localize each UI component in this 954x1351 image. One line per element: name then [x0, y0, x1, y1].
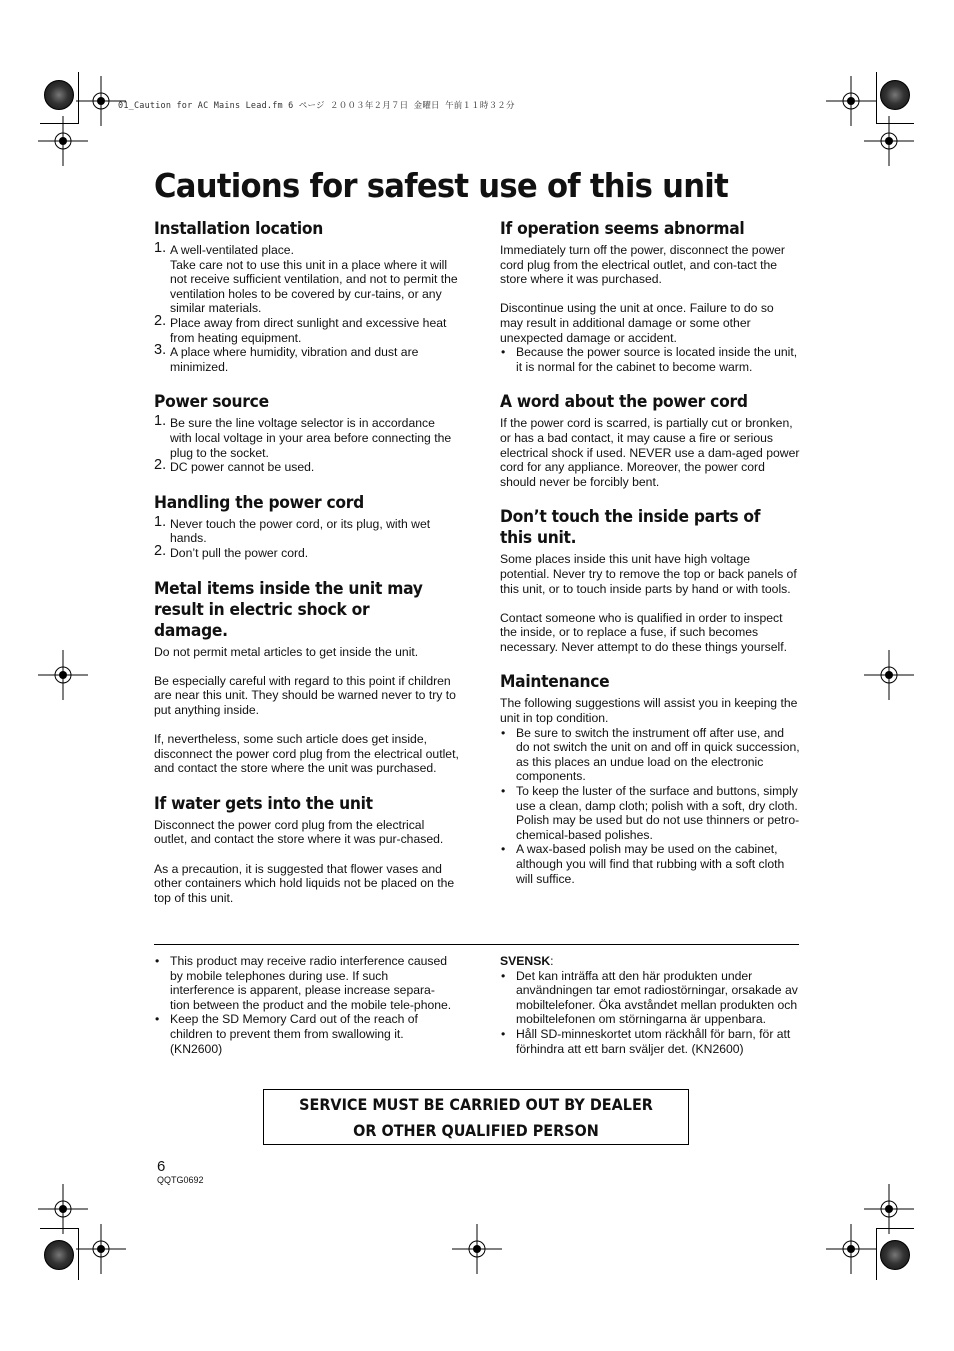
crop-mark — [876, 1228, 877, 1280]
left-column — [154, 218, 459, 922]
section-power-source — [154, 391, 459, 474]
item-number: 2. — [154, 542, 167, 559]
horizontal-divider — [154, 944, 799, 945]
crosshair-mark-icon — [38, 650, 88, 700]
paragraph: If the power cord is scarred, is partially cut or bronken, or has a bad contact, it may cause a fire or serious electrical shock if used. NEVER use a dam-aged power cord for any appliance. Moreover, the power cord should never be forcibly bent. — [500, 416, 800, 489]
crosshair-mark-icon — [864, 116, 914, 166]
item-number: 2. — [154, 312, 167, 329]
section-heading: Handling the power cord — [154, 492, 364, 512]
bullet-list — [500, 345, 800, 374]
section-heading: A word about the power cord — [500, 392, 748, 412]
bullet-item: • Håll SD-minneskortet utom räckhåll för barn, för att förhindra att ett barn sväljer det. (KN2600) — [500, 1027, 800, 1056]
svensk-label: SVENSK — [500, 954, 551, 968]
section-installation-location — [154, 218, 459, 374]
crosshair-mark-icon — [826, 1224, 876, 1274]
numbered-list — [154, 413, 459, 475]
page-title: Cautions for safest use of this unit — [154, 166, 729, 205]
registration-ball-icon — [880, 80, 910, 110]
numbered-list — [154, 240, 459, 374]
item-number: 1. — [154, 240, 167, 256]
item-number: 1. — [154, 413, 167, 430]
registration-ball-icon — [44, 1240, 74, 1270]
registration-ball-icon — [880, 1240, 910, 1270]
numbered-list — [154, 513, 459, 561]
paragraph: Do not permit metal articles to get inside the unit. — [154, 644, 419, 659]
section-dont-touch — [500, 506, 800, 654]
bullet-list — [500, 969, 800, 1057]
paragraph: Some places inside this unit have high voltage potential. Never try to remove the top or back panels of this unit, or to touch inside parts by hand or with tools. — [500, 552, 797, 596]
paragraph: Immediately turn off the power, disconnect the power cord plug from the electrical outlet, and con-tact the store where it was purchased. — [500, 243, 785, 287]
paragraph: Contact someone who is qualified in order to inspect the inside, or to replace a fuse, if such becomes necessary. Never attempt to do these things yourself. — [500, 610, 788, 654]
list-item — [154, 312, 459, 345]
paragraph: If, nevertheless, some such article does get inside, disconnect the power cord plug from the electrical outlet, and contact the store where the unit was purchased. — [154, 732, 459, 776]
list-item — [154, 513, 459, 546]
item-text: Be sure the line voltage selector is in accordance with local voltage in your area before connecting the plug to the socket. — [170, 416, 452, 460]
section-heading: Maintenance — [500, 672, 610, 692]
bullet-item: • Keep the SD Memory Card out of the reach of children to prevent them from swallowing it. (KN2600) — [154, 1012, 454, 1056]
section-heading: Don’t touch the inside parts of this unit. — [500, 507, 761, 548]
section-heading: Metal items inside the unit may result in electric shock or damage. — [154, 578, 423, 640]
section-heading: If operation seems abnormal — [500, 219, 745, 238]
crosshair-mark-icon — [38, 116, 88, 166]
bullet-item: • To keep the luster of the surface and buttons, simply use a clean, damp cloth; polish with a soft, dry cloth. Polish may be used but do not use thinners or petro-chemical-based polishes. — [500, 784, 800, 842]
item-text: DC power cannot be used. — [170, 460, 315, 475]
item-number: 1. — [154, 513, 167, 530]
paragraph: Discontinue using the unit at once. Failure to do so may result in additional damage or some other unexpected damage or accident. — [500, 301, 774, 345]
section-heading: Power source — [154, 392, 269, 412]
list-item — [154, 342, 459, 374]
footer-notes-svensk: SVENSK: • Det kan inträffa att den här produkten under användningen tar emot radiostörningar, orsakade av mobiltelefoner. Öka avståndet mellan produkten och mobiltelefonen om störningarna är uppenbara. • Håll SD-minneskortet utom räckhåll för barn, för att förhindra att ett barn sväljer det. (KN2600) — [500, 954, 800, 1056]
bullet-list — [154, 954, 454, 1056]
section-abnormal-operation — [500, 218, 800, 374]
section-maintenance — [500, 671, 800, 886]
bullet-item: • A wax-based polish may be used on the cabinet, although you will find that rubbing with a soft cloth will suffice. — [500, 842, 800, 886]
service-notice-line: SERVICE MUST BE CARRIED OUT BY DEALER — [299, 1095, 653, 1114]
crosshair-mark-icon — [452, 1224, 502, 1274]
section-heading: If water gets into the unit — [154, 793, 373, 813]
item-text: A well-ventilated place. — [170, 243, 294, 257]
list-item — [154, 542, 459, 561]
bullet-item: • Det kan inträffa att den här produkten under användningen tar emot radiostörningar, orsakade av mobiltelefoner. Öka avståndet mellan produkten och mobiltelefonen om störningarna är uppenbara. — [500, 969, 800, 1027]
section-heading: Installation location — [154, 219, 323, 238]
paragraph: The following suggestions will assist you in keeping the unit in top condition. — [500, 696, 798, 726]
bullet-list — [500, 726, 800, 887]
item-number: 3. — [154, 342, 167, 359]
bullet-item: • Because the power source is located inside the unit, it is normal for the cabinet to become warm. — [500, 345, 800, 374]
list-item — [154, 413, 459, 460]
registration-ball-icon — [44, 80, 74, 110]
list-item — [154, 240, 459, 316]
footer-notes-english — [154, 954, 454, 1056]
bullet-item: • Be sure to switch the instrument off after use, and do not switch the unit on and off in quick succession, as this places an undue load on the electronic components. — [500, 726, 800, 784]
crosshair-mark-icon — [864, 650, 914, 700]
section-power-cord-word — [500, 391, 800, 489]
file-meta-line: 01_Caution for AC Mains Lead.fm 6 ページ ２００３年２月７日 金曜日 午前１１時３２分 — [118, 101, 515, 111]
list-item — [154, 457, 459, 475]
page-number: 6 — [157, 1158, 166, 1175]
paragraph: As a precaution, it is suggested that flower vases and other containers which hold liquids not be placed on the top of this unit. — [154, 861, 455, 905]
paragraph: Disconnect the power cord plug from the electrical outlet, and contact the store where it was pur-chased. — [154, 817, 444, 847]
item-number: 2. — [154, 457, 167, 474]
item-text: Place away from direct sunlight and excessive heat from heating equipment. — [170, 315, 447, 345]
item-text: Don’t pull the power cord. — [170, 545, 309, 560]
section-metal-items — [154, 578, 459, 776]
crosshair-mark-icon — [76, 1224, 126, 1274]
paragraph: Be especially careful with regard to this point if children are near this unit. They should be warned never to try to put anything inside. — [154, 673, 456, 717]
service-notice-line: OR OTHER QUALIFIED PERSON — [353, 1121, 599, 1140]
section-water — [154, 793, 459, 906]
page-code: QQTG0692 — [157, 1175, 204, 1185]
item-text: Never touch the power cord, or its plug, with wet hands. — [170, 516, 431, 546]
section-handling-power-cord — [154, 492, 459, 561]
item-detail: Take care not to use this unit in a place where it will not receive sufficient ventilation, and not to permit the ventilation holes to be covered by cur-tains, or any similar materials. — [170, 257, 458, 316]
right-column — [500, 218, 800, 903]
item-text: A place where humidity, vibration and dust are minimized. — [170, 345, 419, 374]
service-notice-box — [263, 1089, 689, 1145]
bullet-item: • This product may receive radio interference caused by mobile telephones during use. If such interference is apparent, please increase separa-tion between the product and the mobile tele-phone. — [154, 954, 454, 1012]
